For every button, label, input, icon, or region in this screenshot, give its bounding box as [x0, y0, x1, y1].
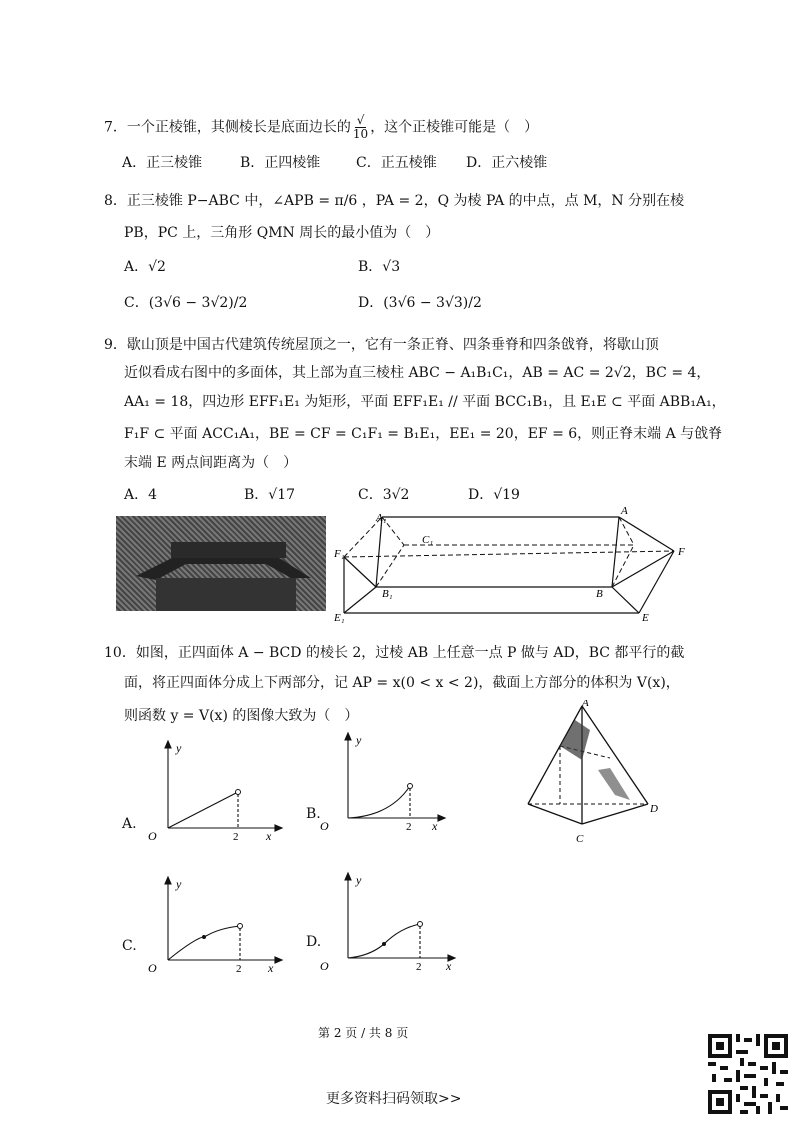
q10-option-d-label: D.: [306, 934, 322, 950]
q9-option-c: C．3√2: [358, 487, 410, 503]
q10-option-b-label: B.: [306, 806, 321, 822]
fig-label-b: B: [596, 588, 603, 600]
q9-option-d: D．√19: [468, 487, 520, 503]
graph-c-x-label: x: [268, 961, 274, 975]
fig-label-b1: B₁: [382, 588, 393, 600]
roof-photo: [116, 516, 326, 611]
q9-line4: F₁F ⊂ 平面 ACC₁A₁，BE = CF = C₁F₁ = B₁E₁，EE₁ = 20，EF = 6，则正脊末端 A 与戗脊: [124, 426, 723, 442]
fig-label-a: A: [621, 505, 628, 517]
roof-silhouette: [116, 516, 326, 611]
q9-polyhedron-figure: [334, 505, 694, 625]
q9-line2: 近似看成右图中的多面体，其上部为直三棱柱 ABC − A₁B₁C₁，AB = AC = 2√2，BC = 4，: [124, 365, 711, 381]
graph-b-y-label: y: [356, 733, 362, 747]
q8-option-c: C．(3√6 − 3√2)/2: [124, 295, 248, 311]
q7-option-c: C．正五棱锥: [356, 155, 437, 171]
graph-c-origin: O: [148, 961, 157, 975]
graph-c-y-label: y: [176, 877, 182, 891]
q7-option-d: D．正六棱锥: [466, 155, 548, 171]
scan-prompt: 更多资料扫码领取>>: [326, 1091, 462, 1107]
q8-option-d: D．(3√6 − 3√3)/2: [358, 295, 482, 311]
q8-option-b: B．√3: [358, 259, 401, 275]
q10-option-a-label: A.: [122, 816, 137, 832]
q10-graph-c: [140, 874, 290, 979]
q9-line1: 9．歇山顶是中国古代建筑传统屋顶之一，它有一条正脊、四条垂脊和四条戗脊，将歇山顶: [104, 337, 659, 353]
q7-option-b: B．正四棱锥: [240, 155, 321, 171]
graph-a-tick: 2: [233, 831, 239, 843]
fig-label-f1: F₁: [334, 548, 345, 560]
graph-a-y-label: y: [176, 741, 182, 755]
fig-label-e: E: [642, 612, 649, 624]
graph-d-tick: 2: [416, 961, 422, 973]
q10-tetrahedron-figure: [520, 700, 670, 850]
q8-option-a: A．√2: [124, 259, 166, 275]
graph-a-x-label: x: [266, 829, 272, 843]
fig-label-c1: C₁: [422, 534, 434, 546]
fig-label-e1: E₁: [334, 612, 345, 624]
q10-line2: 面，将正四面体分成上下两部分，记 AP = x(0 < x < 2)，截面上方部分的体积为 V(x)，: [124, 675, 680, 691]
q8-line2: PB，PC 上，三角形 QMN 周长的最小值为（ ）: [124, 225, 440, 241]
graph-d-y-label: y: [356, 873, 362, 887]
graph-d-origin: O: [320, 959, 329, 973]
fig-label-a1: A₁: [376, 512, 387, 524]
fig-label-f: F: [678, 546, 685, 558]
tetra-label-a: A: [582, 700, 589, 709]
graph-b-origin: O: [320, 819, 329, 833]
graph-a-origin: O: [148, 829, 157, 843]
q10-option-c-label: C.: [122, 938, 137, 954]
q9-option-a: A．4: [124, 487, 158, 503]
tetra-label-d: D: [650, 803, 658, 815]
q10-graph-a: [140, 738, 290, 843]
graph-c-tick: 2: [236, 963, 242, 975]
q7-fraction: $\frac{√}{10}$: [352, 113, 369, 141]
q7-stem-b: ，这个正棱锥可能是（ ）: [370, 119, 539, 136]
graph-b-x-label: x: [432, 819, 438, 833]
graph-d-x-label: x: [446, 959, 452, 973]
q9-line3: AA₁ = 18，四边形 EFF₁E₁ 为矩形，平面 EFF₁E₁ // 平面 BCC₁B₁，且 E₁E ⊂ 平面 ABB₁A₁，: [124, 394, 726, 410]
q7-stem-a: 7．一个正棱锥，其侧棱长是底面边长的: [104, 119, 351, 136]
q7-stem: [104, 114, 538, 141]
tetra-label-c: C: [576, 833, 584, 845]
q9-option-b: B．√17: [244, 487, 296, 503]
q7-option-a: A．正三棱锥: [122, 155, 203, 171]
page-number: 第 2 页 / 共 8 页: [318, 1026, 409, 1040]
q10-line3: 则函数 y = V(x) 的图像大致为（ ）: [124, 708, 359, 724]
graph-b-tick: 2: [406, 821, 412, 833]
q10-graph-b: [320, 730, 470, 835]
q9-line5: 末端 E 两点间距离为（ ）: [124, 455, 298, 471]
q8-line1: 8．正三棱锥 P−ABC 中，∠APB = π/6 ，PA = 2，Q 为棱 PA 的中点，点 M，N 分别在棱: [104, 193, 685, 209]
qr-code-icon[interactable]: [708, 1034, 788, 1114]
q10-graph-d: [320, 870, 470, 975]
q10-line1: 10．如图，正四面体 A − BCD 的棱长 2，过棱 AB 上任意一点 P 做与 AD，BC 都平行的截: [104, 645, 685, 661]
